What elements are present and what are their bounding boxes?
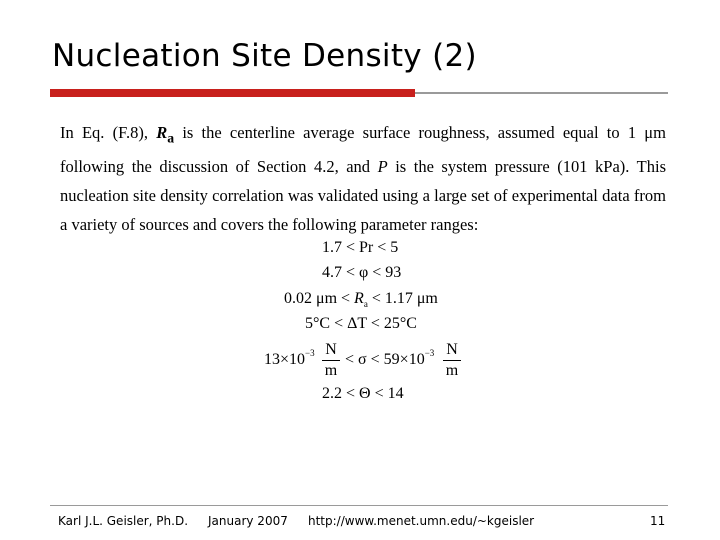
range-roughness-lower: 0.02 μm <	[284, 290, 355, 307]
paragraph-text-1: In Eq. (F.8),	[60, 123, 157, 142]
footer-date: January 2007	[208, 514, 288, 528]
slide-title: Nucleation Site Density (2)	[52, 38, 477, 74]
sigma-unit-right-num: N	[446, 341, 458, 358]
range-delta-t: 5°C < ΔT < 25°C	[305, 315, 417, 332]
range-sigma-upper	[345, 348, 435, 369]
footer-author: Karl J.L. Geisler, Ph.D.	[58, 514, 189, 528]
title-underline-accent	[50, 89, 415, 97]
sigma-unit-right	[443, 341, 461, 380]
footer-url[interactable]: http://www.menet.umn.edu/~kgeisler	[308, 514, 535, 528]
roughness-subscript: a	[167, 130, 175, 146]
sigma-unit-left-den: m	[324, 362, 338, 379]
range-roughness-var: R	[354, 290, 364, 307]
sigma-unit-right-den: m	[445, 362, 459, 379]
page-number: 11	[650, 514, 666, 528]
sigma-unit-left	[322, 341, 340, 380]
range-roughness-upper: < 1.17 μm	[367, 290, 438, 307]
paragraph-text-2: is the centerline average surface roughness, assumed equal to 1 μm following the discussion of Section 4.2, and	[60, 123, 666, 177]
title-underline-rule	[415, 92, 668, 94]
body-paragraph	[60, 118, 666, 239]
range-theta: 2.2 < Θ < 14	[322, 385, 404, 402]
range-prandtl: 1.7 < Pr < 5	[322, 239, 399, 256]
range-roughness-sub: a	[363, 299, 368, 310]
sigma-upper-exp: −3	[424, 348, 435, 358]
range-phi: 4.7 < φ < 93	[322, 264, 402, 281]
paragraph-text-3: is the system pressure (101 kPa). This nucleation site density correlation was validated using a large set of experimental data from a variety of sources and covers the following parameter ranges:	[60, 157, 666, 235]
pressure-symbol: P	[377, 157, 388, 177]
roughness-symbol: R	[156, 123, 168, 142]
footer-divider	[50, 505, 668, 506]
sigma-lower-coef: 13×10	[264, 351, 306, 368]
sigma-lower-exp: −3	[305, 348, 315, 358]
sigma-unit-left-num: N	[325, 341, 337, 358]
sigma-upper-coef: < σ < 59×10	[345, 351, 425, 368]
range-sigma-lower	[264, 348, 315, 369]
range-roughness	[284, 290, 438, 309]
